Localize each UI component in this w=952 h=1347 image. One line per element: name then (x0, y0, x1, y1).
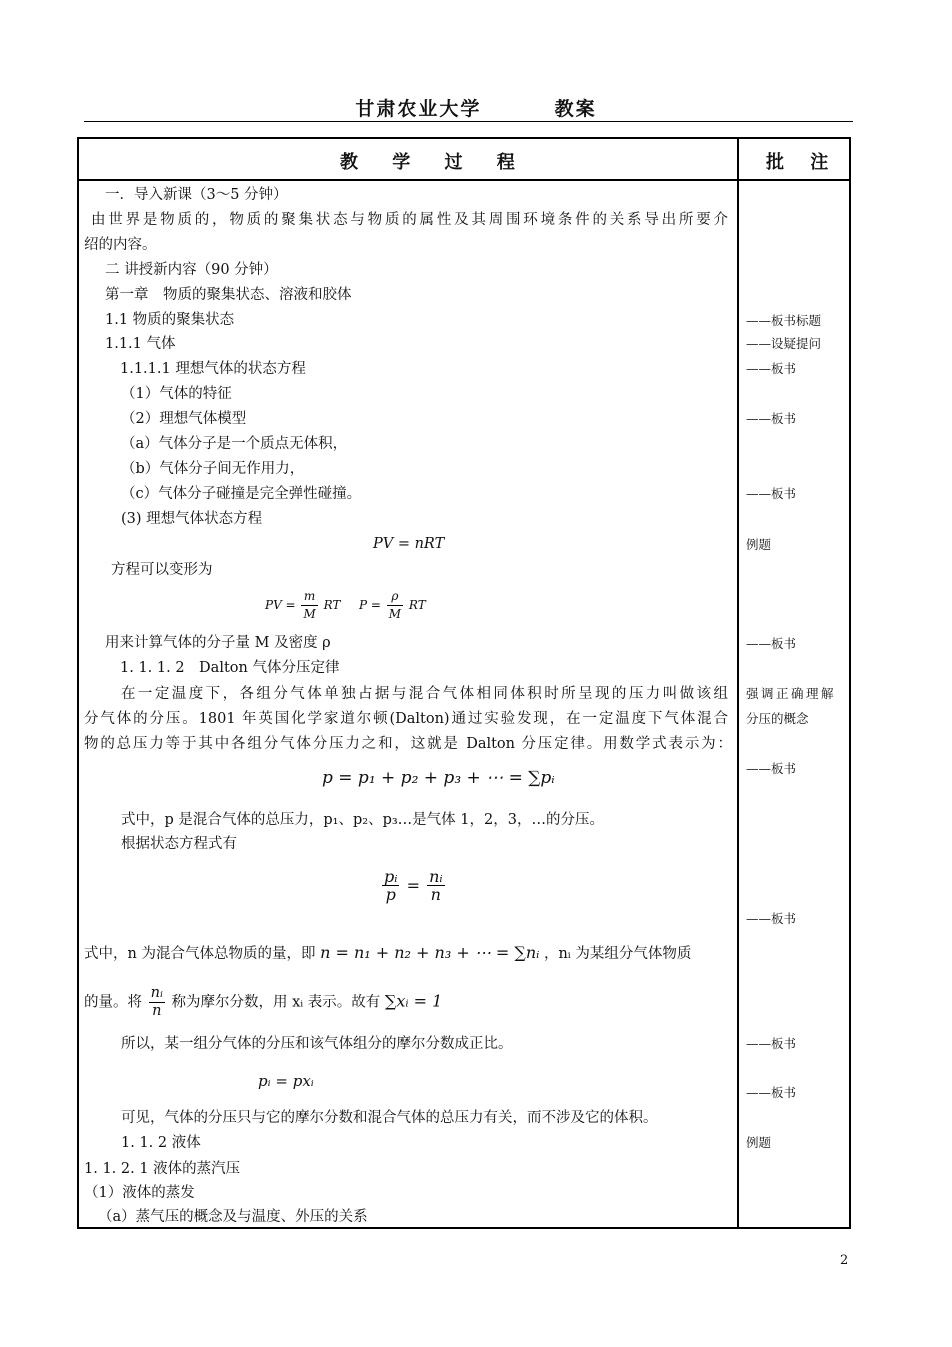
remark: 强调正确理解 (746, 686, 837, 701)
remark: ——板书 (746, 761, 797, 776)
text-line: （a）蒸气压的概念及与温度、外压的关系 (98, 1209, 368, 1225)
text-line: (3) 理想气体状态方程 (121, 511, 263, 527)
section-title: 1. 1. 2 液体 (121, 1135, 201, 1151)
text-line: 用来计算气体的分子量 M 及密度 ρ (105, 635, 331, 651)
section-title: 1.1.1 气体 (105, 336, 176, 352)
remark: ——板书 (746, 411, 797, 426)
remark: 例题 (746, 1135, 772, 1150)
section-title: 1.1.1.1 理想气体的状态方程 (120, 361, 306, 377)
section-title: 1. 1. 2. 1 液体的蒸汽压 (84, 1161, 241, 1177)
text-line: （2）理想气体模型 (121, 411, 247, 427)
remark: ——板书 (746, 1085, 797, 1100)
chapter-title: 第一章 物质的聚集状态、溶液和胶体 (105, 287, 352, 303)
section-title: 1.1 物质的聚集状态 (105, 312, 235, 328)
remark: ——板书 (746, 1036, 797, 1051)
column-divider (737, 137, 739, 1229)
equation-density: P = $\frac{\rho}{M}$ RT (359, 589, 426, 621)
text-line: （c）气体分子碰撞是完全弹性碰撞。 (121, 486, 362, 502)
text-line: 方程可以变形为 (111, 562, 213, 578)
text-line: 式中，p 是混合气体的总压力，p₁、p₂、p₃…是气体 1，2，3，…的分压。 (121, 812, 604, 828)
text-line: 根据状态方程式有 (121, 836, 237, 852)
remark: ——板书 (746, 636, 797, 651)
text-line: （b）气体分子间无作用力， (121, 461, 305, 477)
text-line: 的量。将 $\frac{\text{nᵢ}}{n}$ 称为摩尔分数，用 xᵢ 表示。故有 ∑xᵢ = 1 (84, 985, 443, 1019)
text-line: 二 讲授新内容（90 分钟） (105, 262, 278, 278)
remark: ——板书 (746, 486, 797, 501)
section-title: 1. 1. 1. 2 Dalton 气体分压定律 (120, 660, 340, 676)
text-line: 由世界是物质的，物质的聚集状态与物质的属性及其周围环境条件的关系导出所要介 (91, 212, 728, 228)
text-line: 所以，某一组分气体的分压和该气体组分的摩尔分数成正比。 (121, 1036, 513, 1052)
remark: ——设疑提问 (746, 336, 822, 351)
page-number: 2 (840, 1253, 849, 1268)
doc-type: 教案 (554, 98, 597, 120)
column-header-notes: 批 注 (766, 152, 839, 173)
header-row-divider (77, 179, 851, 181)
text-line: 分气体的分压。1801 年英国化学家道尔顿(Dalton)通过实验发现，在一定温度下气体混合 (84, 711, 728, 727)
equation-pv-mass: PV = $\frac{m}{M}$ RT (265, 589, 341, 621)
text-line: （a）气体分子是一个质点无体积， (121, 436, 348, 452)
school-name: 甘肃农业大学 (355, 98, 482, 120)
equation-dalton: p = p₁ + p₂ + p₃ + ⋯ = ∑pᵢ (322, 768, 555, 788)
equation-partial-pressure: pᵢ = pxᵢ (258, 1072, 314, 1090)
remark: ——板书标题 (746, 313, 822, 328)
remark: 例题 (746, 537, 772, 552)
column-header-process: 教 学 过 程 (340, 152, 529, 173)
text-line: （1）气体的特征 (121, 386, 232, 402)
page-header (0, 94, 952, 121)
text-line: 在一定温度下，各组分气体单独占据与混合气体相同体积时所呈现的压力叫做该组 (121, 686, 728, 702)
equation-ideal-gas: PV = nRT (373, 536, 445, 552)
text-line: 式中，n 为混合气体总物质的量，即 n = n₁ + n₂ + n₃ + ⋯ = ∑nᵢ ，nᵢ 为某组分气体物质 (84, 943, 692, 962)
text-line: 可见，气体的分压只与它的摩尔分数和混合气体的总压力有关，而不涉及它的体积。 (121, 1110, 658, 1126)
text-line: 一．导入新课（3～5 分钟） (105, 187, 288, 203)
text-line: （1）液体的蒸发 (84, 1185, 195, 1201)
header-rule (84, 121, 853, 122)
text-line: 物的总压力等于其中各组分气体分压力之和，这就是 Dalton 分压定律。用数学式表示为： (84, 736, 732, 752)
remark: 分压的概念 (746, 711, 809, 726)
equation-pressure-ratio: $\frac{\text{pᵢ}}{p}$ = $\frac{\text{nᵢ}}{n}$ (384, 867, 443, 904)
remark: ——板书 (746, 911, 797, 926)
text-line: 绍的内容。 (84, 237, 157, 253)
remark: ——板书 (746, 361, 797, 376)
